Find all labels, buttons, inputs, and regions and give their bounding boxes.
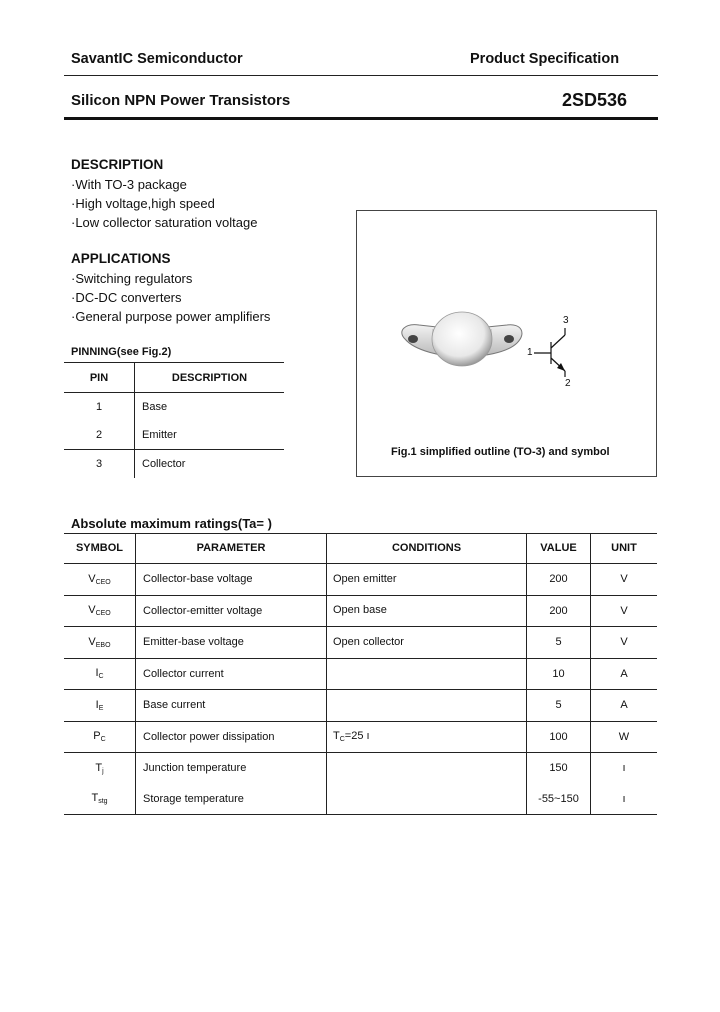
symbol-main: V [88,635,96,648]
symbol-cell [64,627,136,659]
value-cell: -55~150 [527,784,591,815]
symbol-main: T [95,761,103,774]
figure-box [356,210,657,477]
pinning-table [64,362,284,478]
condition-end: =25 ı [344,730,370,743]
value-cell: 200 [527,564,591,596]
pin-description: Emitter [142,429,177,441]
application-item: ·Switching regulators [71,271,193,286]
symbol-main: T [91,792,99,805]
application-item: ·DC-DC converters [71,290,182,305]
symbol-subscript: E [98,704,104,712]
symbol-main: P [93,730,101,743]
symbol-label-collector: 3 [563,315,569,326]
symbol-cell [64,753,136,784]
condition-text: Open emitter [333,572,397,585]
ratings-title: Absolute maximum ratings(Ta= ) [71,516,272,531]
symbol-subscript: C [100,736,106,744]
table-row [64,421,284,450]
unit-cell: V [591,595,658,627]
value-cell: 100 [527,721,591,753]
conditions-cell [327,753,527,784]
value-cell: 150 [527,753,591,784]
symbol-subscript: CEO [95,610,111,618]
figure-caption: Fig.1 simplified outline (TO-3) and symbol [391,446,610,458]
parameter-cell: Collector power dissipation [136,721,327,753]
unit-header: UNIT [591,533,658,564]
unit-cell: A [591,658,658,690]
symbol-main: I [95,667,99,680]
npn-transistor-symbol-icon [357,211,656,476]
condition-text: T [333,730,340,743]
unit-cell: ı [622,762,626,775]
parameter-cell: Collector current [136,658,327,690]
conditions-cell [327,690,527,722]
application-item: ·General purpose power amplifiers [71,309,271,324]
value-cell: 5 [527,690,591,722]
doc-type: Product Specification [470,51,620,67]
pin-description: Collector [135,450,285,479]
pin-number: 3 [64,450,135,479]
condition-subscript: C [339,736,345,744]
symbol-cell [64,784,136,815]
table-row [64,753,657,784]
unit-cell: W [591,721,658,753]
condition-text: Open base [333,604,387,617]
conditions-cell [327,784,527,815]
parameter-cell: Emitter-base voltage [136,627,327,659]
applications-title: APPLICATIONS [71,251,171,266]
title-rule [64,117,658,120]
ratings-table [64,533,657,815]
pin-header: PIN [64,363,135,393]
symbol-cell [64,658,136,690]
pin-number: 2 [64,421,135,450]
value-header: VALUE [527,533,591,564]
symbol-cell [64,721,136,753]
value-cell: 10 [527,658,591,690]
unit-cell: V [591,627,658,659]
symbol-header: SYMBOL [64,533,136,564]
parameter-cell: Collector-emitter voltage [136,595,327,627]
conditions-cell [327,658,527,690]
parameter-cell: Base current [136,690,327,722]
table-row [64,784,657,815]
symbol-main: V [88,572,96,585]
unit-cell: ı [591,784,658,815]
parameter-cell: Junction temperature [136,753,327,784]
unit-cell: V [591,564,658,596]
conditions-header: CONDITIONS [327,533,527,564]
pin-desc-header: DESCRIPTION [135,363,285,393]
table-row [64,450,284,479]
symbol-cell [64,564,136,596]
parameter-header: PARAMETER [136,533,327,564]
table-row [64,627,657,659]
parameter-cell: Collector-base voltage [136,564,327,596]
symbol-subscript: stg [98,798,108,806]
description-title: DESCRIPTION [71,157,164,172]
description-item: ·With TO-3 package [71,177,187,192]
table-row [64,690,657,722]
symbol-cell [64,690,136,722]
description-item: ·High voltage,high speed [71,196,215,211]
condition-text: Open collector [333,635,404,648]
unit-cell: A [591,690,658,722]
conditions-cell [327,627,527,659]
symbol-label-base: 1 [527,347,533,358]
symbol-subscript: EBO [95,641,111,649]
conditions-cell [327,564,527,596]
pin-description: Base [142,401,168,413]
table-row [64,564,657,596]
table-row [64,658,657,690]
symbol-subscript: j [102,767,104,775]
part-number: 2SD536 [562,90,628,110]
parameter-cell: Storage temperature [136,784,327,815]
symbol-main: V [88,604,96,617]
company-name: SavantIC Semiconductor [71,51,243,67]
symbol-subscript: CEO [95,578,111,586]
symbol-subscript: C [98,673,104,681]
pinning-title: PINNING(see Fig.2) [71,346,172,358]
value-cell: 200 [527,595,591,627]
symbol-label-emitter: 2 [565,378,571,389]
value-cell: 5 [527,627,591,659]
table-row [64,393,284,422]
conditions-cell [327,721,527,753]
description-item: ·Low collector saturation voltage [71,215,258,230]
product-line: Silicon NPN Power Transistors [71,92,291,109]
table-row [64,721,657,753]
symbol-main: I [95,698,99,711]
pin-number: 1 [64,393,135,422]
conditions-cell [327,595,527,627]
table-row [64,595,657,627]
header-rule [64,75,658,76]
symbol-cell [64,595,136,627]
